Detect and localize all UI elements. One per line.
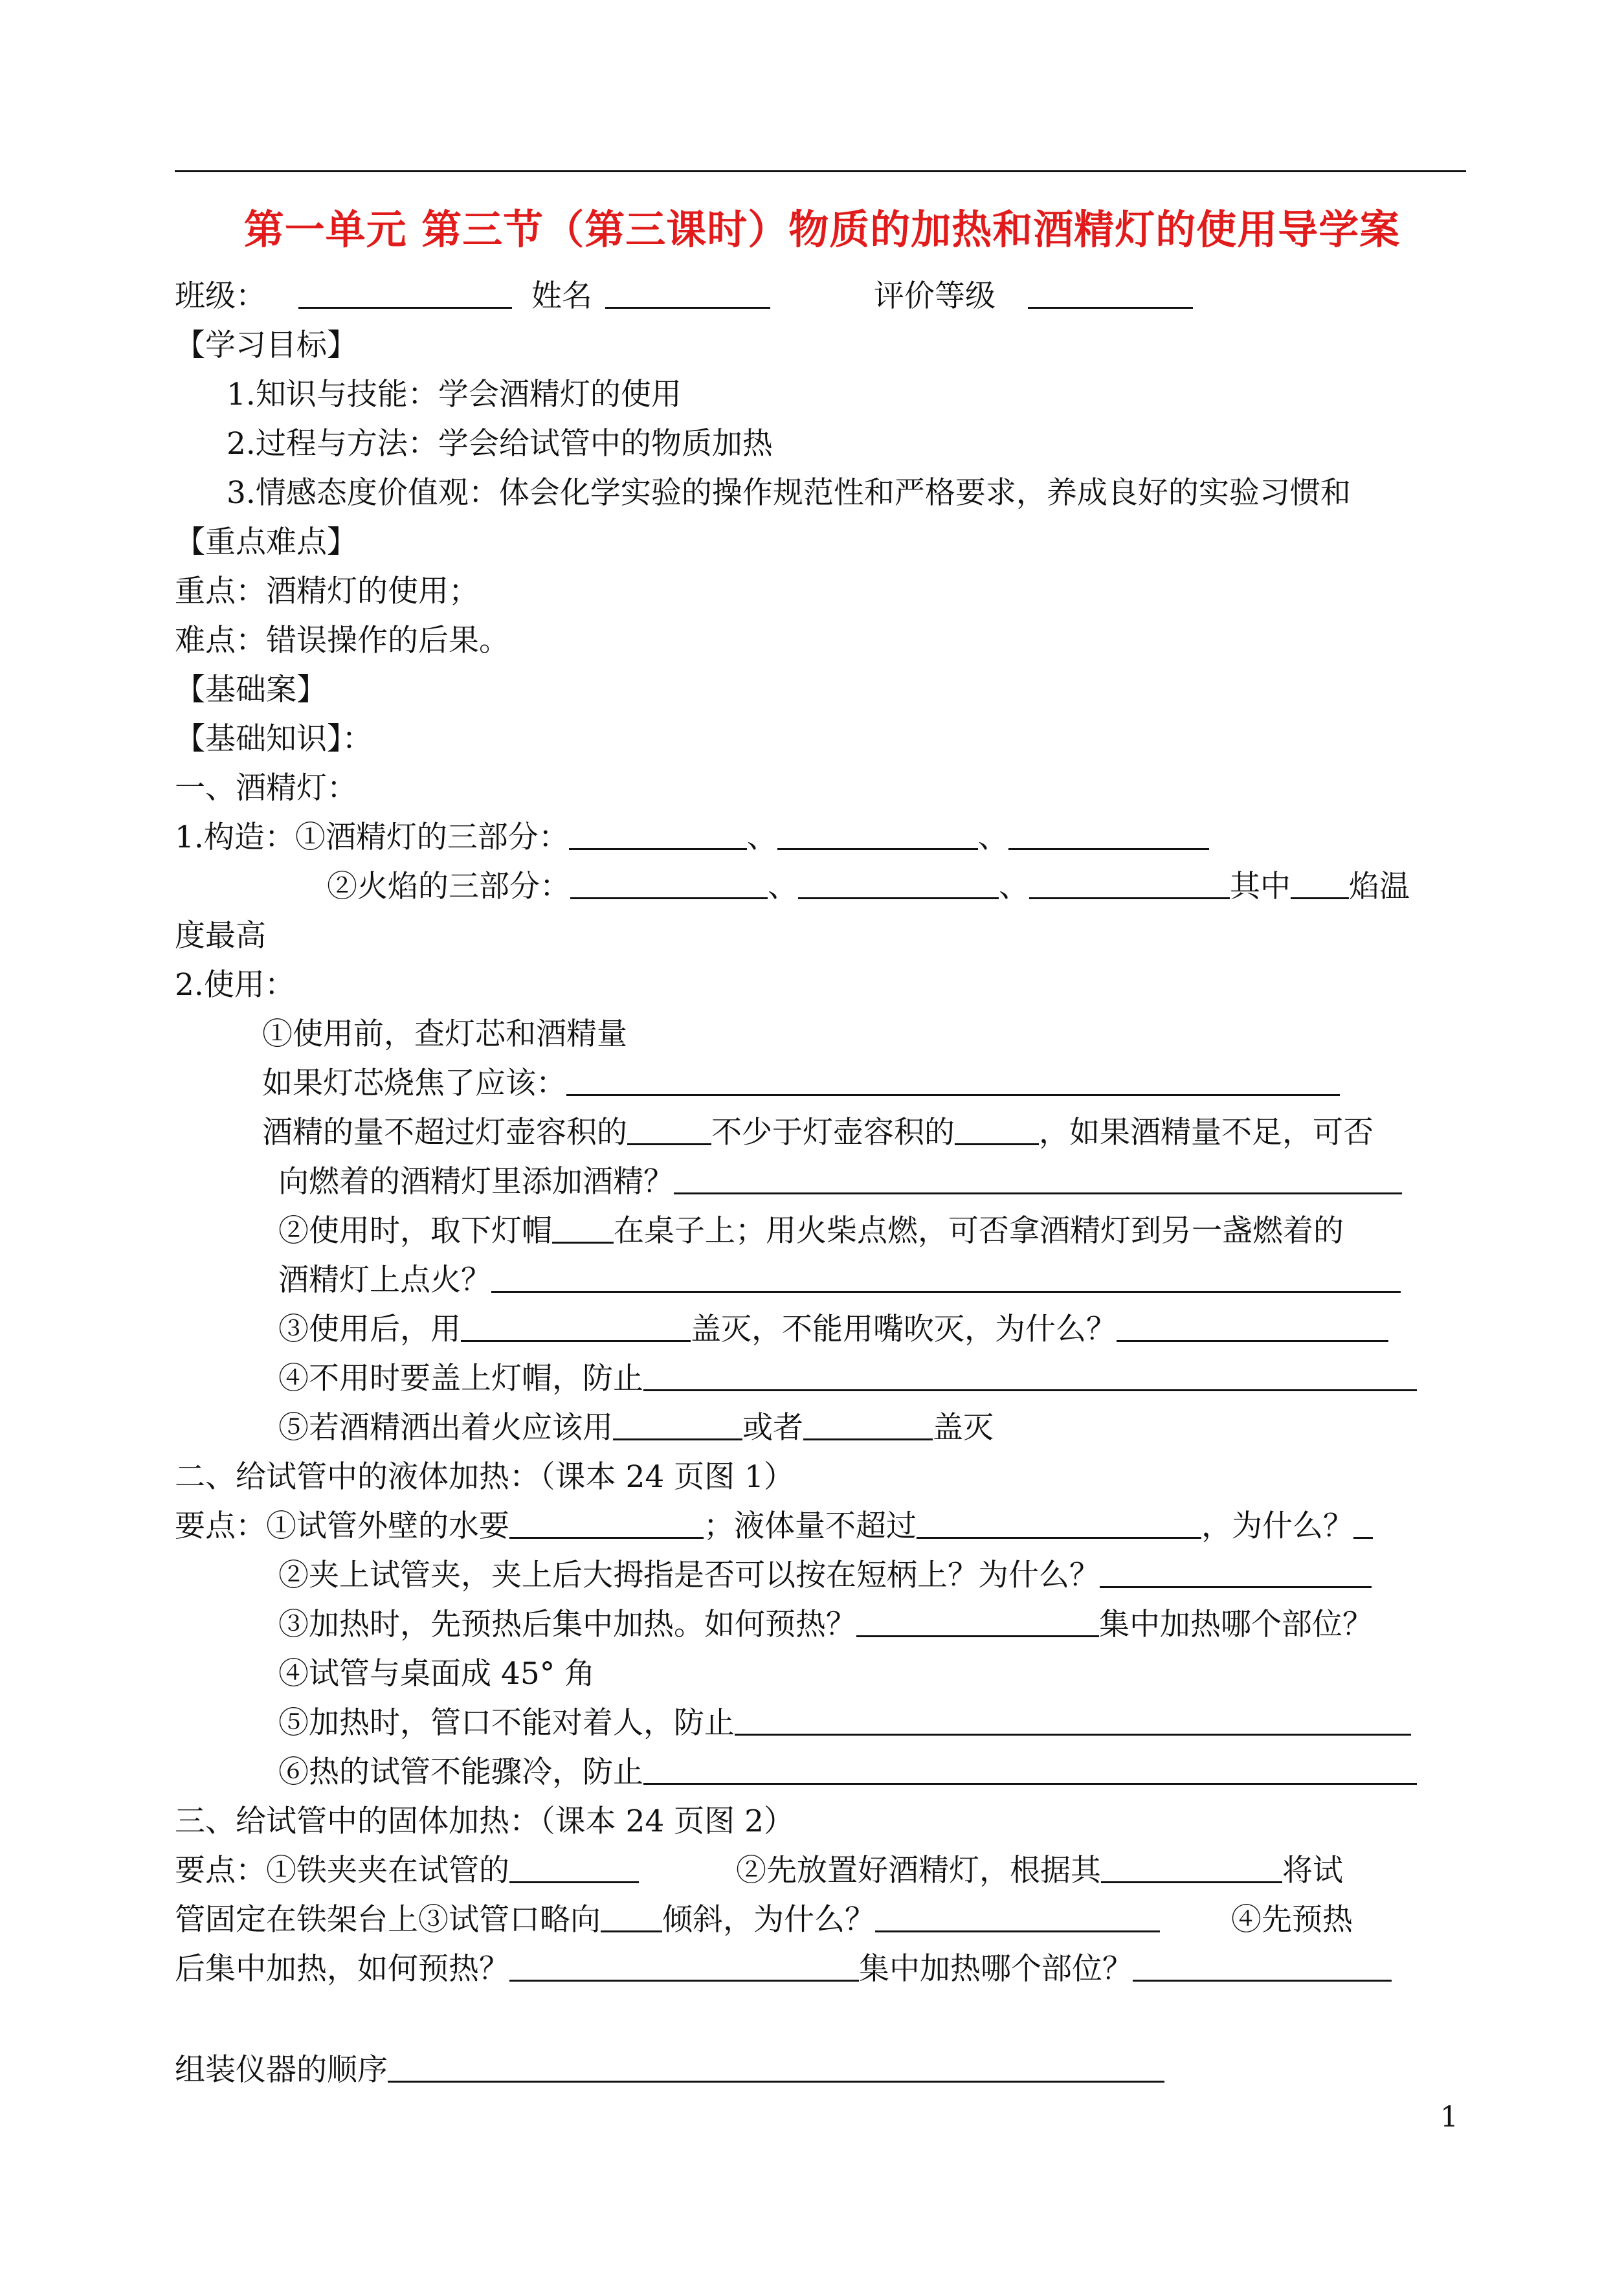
cap-line: [278, 1354, 1417, 1404]
alcohol-label: 不少于灯壶容积的: [711, 1115, 955, 1150]
blank-field[interactable]: [643, 1363, 1417, 1391]
temp-label: 焰温: [1349, 869, 1410, 904]
separator: 、: [999, 869, 1029, 904]
alcohol-line-2: [278, 1158, 1402, 1207]
alcohol-label: ，如果酒精量不足，可否: [1039, 1115, 1374, 1150]
key-points-heading: 【重点难点】: [175, 524, 357, 560]
separator: 、: [977, 820, 1008, 855]
temp-continued: 度最高: [175, 918, 266, 954]
key-point: 重点：酒精灯的使用；: [175, 574, 479, 609]
wick-label: 如果灯芯烧焦了应该：: [262, 1066, 566, 1101]
blank-field[interactable]: [1117, 1314, 1388, 1342]
header-line: [175, 272, 1193, 321]
blank-field[interactable]: [570, 871, 768, 899]
fire-label: 或者: [742, 1410, 803, 1446]
blank-field[interactable]: [388, 2055, 1164, 2083]
after-question: 盖灭，不能用嘴吹灭，为什么？: [691, 1312, 1117, 1347]
point-label: ⑤加热时，管口不能对着人，防止: [278, 1705, 735, 1741]
liquid-point-3: [278, 1600, 1373, 1650]
blank-field[interactable]: [1029, 871, 1230, 899]
point-label: ⑥热的试管不能骤冷，防止: [278, 1754, 643, 1790]
point-label: 要点：①铁夹夹在试管的: [175, 1853, 509, 1888]
objective-item: 3.情感态度价值观：体会化学实验的操作规范性和严格要求，养成良好的实验习惯和: [227, 475, 1351, 511]
blank-field[interactable]: [613, 1413, 742, 1440]
blank-field[interactable]: [509, 1511, 704, 1539]
liquid-point-5: [278, 1699, 1411, 1748]
point-label: 要点：①试管外壁的水要: [175, 1508, 509, 1544]
blank-field[interactable]: [1291, 871, 1349, 899]
blank-field[interactable]: [955, 1117, 1039, 1145]
blank-field[interactable]: [491, 1265, 1401, 1293]
objective-item: 1.知识与技能：学会酒精灯的使用: [227, 377, 682, 412]
class-field[interactable]: [298, 281, 512, 309]
difficult-point: 难点：错误操作的后果。: [175, 623, 509, 658]
liquid-point-2: [278, 1551, 1372, 1600]
order-label: 组装仪器的顺序: [175, 2052, 388, 2088]
blank-field[interactable]: [798, 871, 999, 899]
blank-field[interactable]: [643, 1757, 1417, 1785]
blank-field[interactable]: [1133, 1954, 1392, 1982]
alcohol-label: 酒精的量不超过灯壶容积的: [262, 1115, 627, 1150]
alcohol-line: [262, 1108, 1374, 1158]
blank-field[interactable]: [566, 1068, 1340, 1096]
liquid-point-6: [278, 1748, 1417, 1797]
blank-field[interactable]: [875, 1905, 1160, 1932]
section2-heading: 二、给试管中的液体加热：（课本 24 页图 1）: [175, 1459, 795, 1495]
separator: 、: [768, 869, 798, 904]
fire-label: 盖灭: [933, 1410, 994, 1446]
point-label: ，为什么？: [1201, 1508, 1353, 1544]
during-question: 酒精灯上点火？: [278, 1262, 491, 1298]
blank-field[interactable]: [803, 1413, 933, 1440]
name-field[interactable]: [605, 281, 770, 309]
blank-field[interactable]: [552, 1216, 614, 1244]
fire-line: [278, 1404, 994, 1453]
blank-field[interactable]: [917, 1511, 1201, 1539]
section1-heading: 一、酒精灯：: [175, 770, 357, 806]
point-label: 集中加热哪个部位？: [1099, 1607, 1373, 1642]
class-label: 班级：: [175, 278, 266, 314]
liquid-point-4: ④试管与桌面成 45° 角: [278, 1656, 595, 1692]
during-label: 在桌子上；用火柴点燃，可否拿酒精灯到另一盏燃着的: [614, 1213, 1344, 1249]
cap-label: ④不用时要盖上灯帽，防止: [278, 1361, 643, 1396]
point-label: ②先放置好酒精灯，根据其: [736, 1853, 1101, 1888]
use-heading: 2.使用：: [175, 967, 295, 1003]
blank-field[interactable]: [509, 1855, 639, 1883]
blank-field[interactable]: [1101, 1855, 1282, 1883]
blank-field[interactable]: [1008, 822, 1209, 850]
during-line: [278, 1207, 1344, 1256]
after-line: [278, 1305, 1388, 1354]
liquid-point-1: [175, 1502, 1373, 1551]
grade-field[interactable]: [1028, 281, 1193, 309]
flame-label: ②火焰的三部分：: [327, 869, 570, 904]
blank-field[interactable]: [569, 822, 747, 850]
grade-label: 评价等级: [874, 278, 996, 314]
solid-line-3: [175, 1945, 1392, 1994]
point-label: ②夹上试管夹，夹上后大拇指是否可以按在短柄上？为什么？: [278, 1558, 1100, 1593]
blank-field[interactable]: [1100, 1560, 1372, 1588]
after-label: ③使用后，用: [278, 1312, 461, 1347]
point-label: 集中加热哪个部位？: [859, 1951, 1133, 1987]
during-line-2: [278, 1256, 1401, 1305]
structure-line-b: [327, 862, 1410, 912]
point-label: 管固定在铁架台上③试管口略向: [175, 1902, 601, 1938]
order-line: [175, 2046, 1164, 2095]
alcohol-question: 向燃着的酒精灯里添加酒精？: [278, 1164, 674, 1200]
fire-label: ⑤若酒精洒出着火应该用: [278, 1410, 613, 1446]
name-label: 姓名: [531, 278, 592, 314]
before-use: ①使用前，查灯芯和酒精量: [262, 1016, 627, 1052]
blank-field[interactable]: [735, 1708, 1411, 1736]
blank-field[interactable]: [1353, 1511, 1373, 1539]
point-label: 倾斜，为什么？: [662, 1902, 875, 1938]
blank-field[interactable]: [509, 1954, 859, 1982]
page-title: 第一单元 第三节（第三课时）物质的加热和酒精灯的使用导学案: [243, 206, 1401, 253]
structure-line-a: [175, 813, 1209, 862]
section3-heading: 三、给试管中的固体加热：（课本 24 页图 2）: [175, 1804, 795, 1839]
separator: 、: [746, 820, 777, 855]
blank-field[interactable]: [461, 1314, 691, 1342]
knowledge-heading: 【基础知识】：: [175, 721, 373, 757]
point-label: 将试: [1282, 1853, 1343, 1888]
blank-field[interactable]: [601, 1905, 662, 1932]
among-label: 其中: [1230, 869, 1291, 904]
structure-label: 1.构造：①酒精灯的三部分：: [175, 820, 569, 855]
objectives-heading: 【学习目标】: [175, 328, 357, 363]
point-label: 后集中加热，如何预热？: [175, 1951, 509, 1987]
wick-line: [262, 1059, 1340, 1108]
blank-field[interactable]: [627, 1117, 711, 1145]
point-label: ；液体量不超过: [704, 1508, 917, 1544]
during-label: ②使用时，取下灯帽: [278, 1213, 552, 1249]
blank-field[interactable]: [674, 1167, 1402, 1194]
solid-line-2: [175, 1896, 1353, 1945]
solid-line-1: [175, 1846, 1343, 1896]
point-label: ④先预热: [1231, 1902, 1353, 1938]
page-number: 1: [1440, 2101, 1458, 2134]
top-rule: [175, 170, 1466, 172]
objective-item: 2.过程与方法：学会给试管中的物质加热: [227, 426, 773, 462]
basic-heading: 【基础案】: [175, 672, 327, 708]
blank-field[interactable]: [777, 822, 978, 850]
blank-field[interactable]: [856, 1609, 1099, 1637]
point-label: ③加热时，先预热后集中加热。如何预热？: [278, 1607, 856, 1642]
